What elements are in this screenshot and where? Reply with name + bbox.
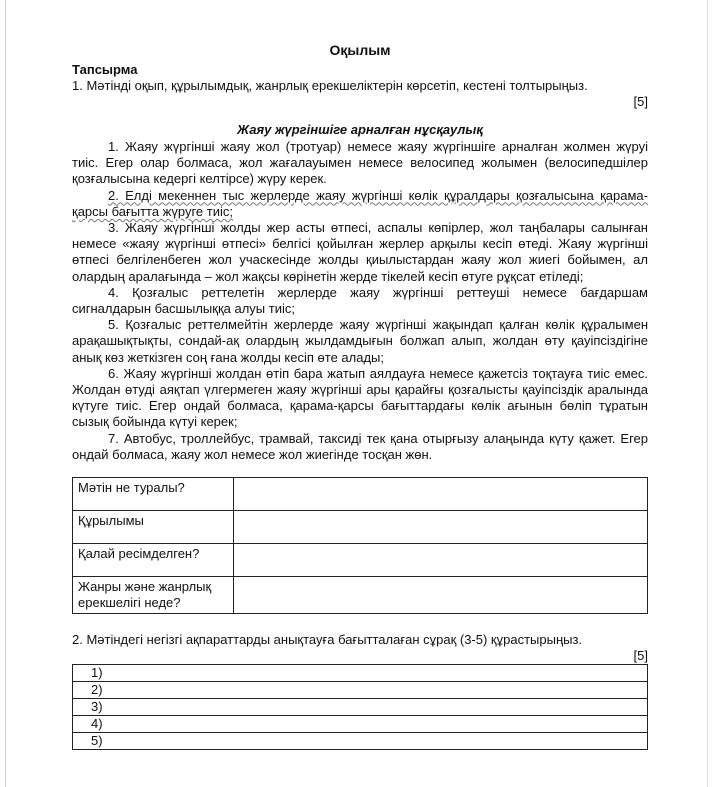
paragraph: 6. Жаяу жүргінші жолдан өтіп бара жатып аялдауға немесе қажетсіз тоқтауға тиіс емес. Жолдан өтуді аяқтап үлгермеген жаяу жүргінші ары қарайғы қозғалысты қауіпсіздік аралында күтуге тиіс. Егер ондай болмаса, қарама-қарсы бағыттардағы көлік ағынын бөліп тұратын сызық бойында күтуі керек; (72, 365, 648, 430)
task-label: Тапсырма (72, 62, 138, 77)
page-edge-right (707, 0, 708, 787)
table-answer-cell[interactable] (234, 544, 648, 577)
table-question-cell: Жанры және жанрлық ерекшелігі неде? (73, 577, 234, 614)
table-answer-cell[interactable] (234, 511, 648, 544)
paragraph: 3. Жаяу жүргінші жолды жер асты өтпесі, аспалы көпірлер, жол таңбалары салынған немесе «жаяу жүргінші өтпесі» белгісі қойылған жерлер арқылы кесіп өтеді. Жаяу жүргінші өтпесі белгіленбеген жол учаскесінде жолды қиылыстардан жаяу жол жиегі бойымен, ал олардың аралағында – жол жақсы көрінетін жерде тікелей кесіп өтуге рұқсат етіледі; (72, 220, 648, 284)
task2-instruction: 2. Мәтіндегі негізгі ақпараттарды анықтауға бағытталаған сұрақ (3-5) құрастырыңыз. (72, 632, 583, 648)
task2-score: [5] (633, 648, 648, 664)
paragraph: 5. Қозғалыс реттелмейтін жерлерде жаяу жүргінші жақындап қалған көлік құралымен арақашықтықты, сондай-ақ олардың жылдамдығын болжап алып, жолдан өту қауіпсіздігіне анық көз жеткізген соң ғана жолды кесіп өте алады; (72, 317, 648, 365)
table-row (73, 682, 648, 699)
page-title: Оқылым (329, 42, 391, 58)
answer-line[interactable]: 5) (73, 733, 648, 750)
paragraph: 7. Автобус, троллейбус, трамвай, таксиді тек қана отырғызу алаңында күту қажет. Егер ондай болмаса, жаяу жол немесе жол жиегінде тосқан жөн. (72, 430, 648, 462)
table-row (73, 577, 648, 614)
table-question-cell: Қалай ресімделген? (73, 544, 234, 577)
answers-table (72, 664, 648, 750)
analysis-table (72, 477, 648, 614)
table-row (73, 511, 648, 544)
table-answer-cell[interactable] (234, 577, 648, 614)
table-row (73, 544, 648, 577)
paragraph: 1. Жаяу жүргінші жаяу жол (тротуар) немесе жаяу жүргіншіге арналған жолмен жүруі тиіс. Егер олар болмаса, жол жағалауымен немесе велосипед жолымен (велосипедшілер қозғалысына кедергі келтірсе) жүру керек. (72, 139, 648, 187)
answer-line[interactable]: 2) (73, 682, 648, 699)
table-answer-cell[interactable] (234, 478, 648, 511)
table-row (73, 665, 648, 682)
paragraph: 2. Елді мекеннен тыс жерлерде жаяу жүргінші көлік құралдары қозғалысына қарама-қарсы бағытта жүруге тиіс; (72, 187, 648, 219)
task1-score: [5] (633, 94, 648, 109)
task1-instruction: 1. Мәтінді оқып, құрылымдық, жанрлық ерекшеліктерін көрсетіп, кестені толтырыңыз. (72, 78, 588, 93)
table-row (73, 478, 648, 511)
document-page (72, 42, 648, 750)
answer-line[interactable]: 1) (73, 665, 648, 682)
table-question-cell: Құрылымы (73, 511, 234, 544)
table-question-cell: Мәтін не туралы? (73, 478, 234, 511)
answer-line[interactable]: 4) (73, 716, 648, 733)
text-title: Жаяу жүргіншіге арналған нұсқаулық (237, 122, 483, 137)
table-row (73, 699, 648, 716)
paragraph: 4. Қозғалыс реттелетін жерлерде жаяу жүргінші реттеуші немесе бағдаршам сигналдарын басшылыққа алуы тиіс; (72, 284, 648, 317)
page-edge-left (5, 0, 6, 787)
table-row (73, 716, 648, 733)
answer-line[interactable]: 3) (73, 699, 648, 716)
table-row (73, 733, 648, 750)
